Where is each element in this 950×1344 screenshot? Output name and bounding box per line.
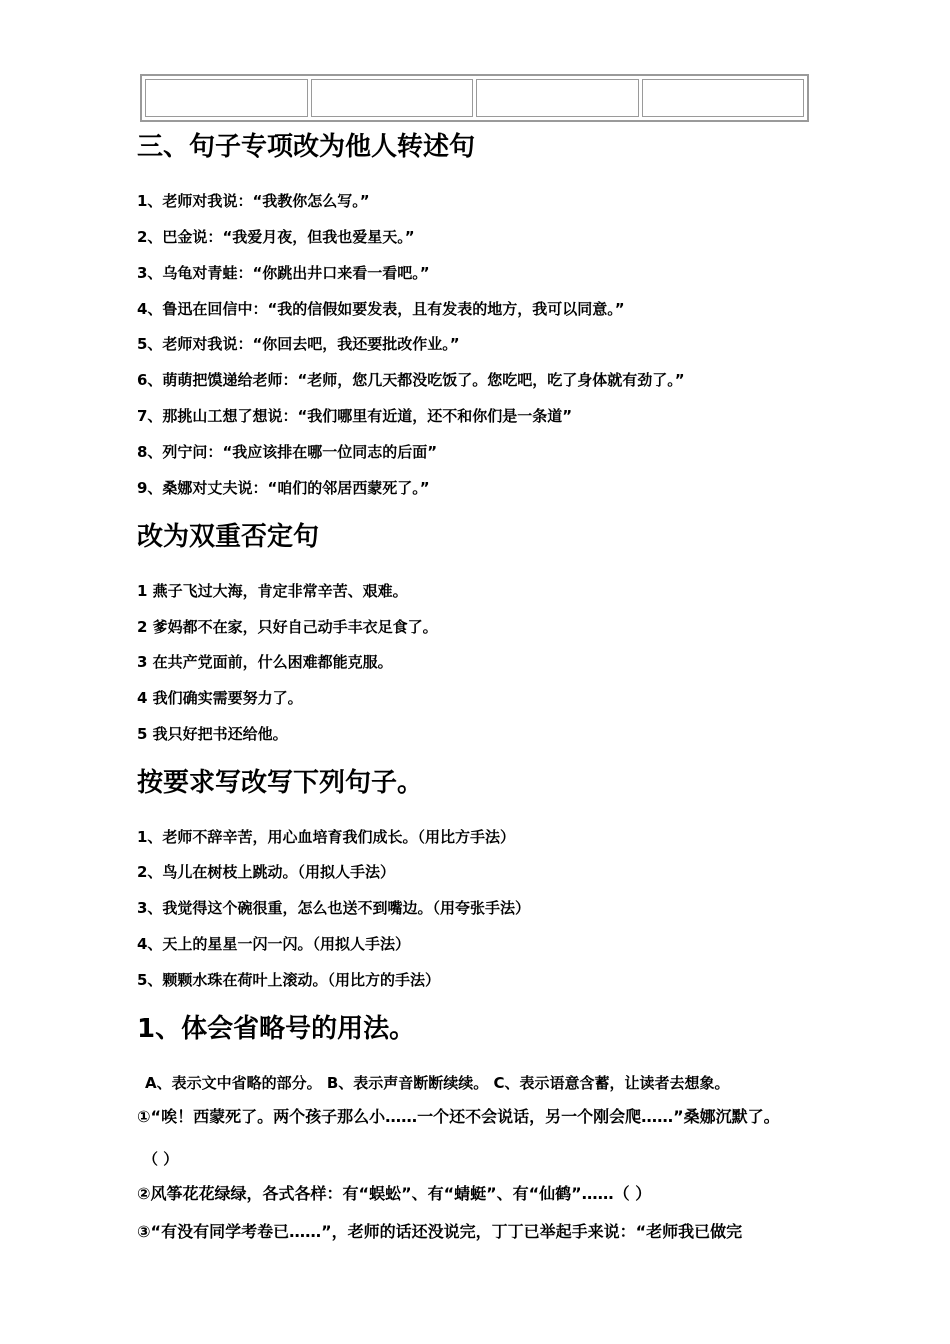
list-item: 5 我只好把书还给他。	[137, 725, 288, 743]
rewrite-heading: 按要求写改写下列句子。	[137, 768, 424, 798]
list-item: 5、老师对我说：“你回去吧，我还要批改作业。”	[137, 335, 460, 353]
list-item: 3、乌龟对青蛙：“你跳出井口来看一看吧。”	[137, 264, 430, 282]
double-negative-heading: 改为双重否定句	[137, 522, 320, 552]
list-item: 1、老师对我说：“我教你怎么写。”	[137, 192, 370, 210]
ellipsis-question-2: ②风筝花花绿绿，各式各样：有“蜈蚣”、有“蜻蜓”、有“仙鹤”……（ ）	[137, 1184, 652, 1203]
list-item: 4 我们确实需要努力了。	[137, 689, 303, 707]
list-item: 2 爹妈都不在家，只好自己动手丰衣足食了。	[137, 618, 438, 636]
list-item: 9、桑娜对丈夫说：“咱们的邻居西蒙死了。”	[137, 479, 430, 497]
table-cell	[145, 79, 308, 117]
list-item: 1、老师不辞辛苦，用心血培育我们成长。（用比方手法）	[137, 828, 515, 846]
list-item: 8、列宁问：“我应该排在哪一位同志的后面”	[137, 443, 438, 461]
list-item: 7、那挑山工想了想说：“我们哪里有近道，还不和你们是一条道”	[137, 407, 573, 425]
table-row	[145, 79, 804, 117]
list-item: 3、我觉得这个碗很重，怎么也送不到嘴边。（用夸张手法）	[137, 899, 530, 917]
list-item: 3 在共产党面前，什么困难都能克服。	[137, 653, 393, 671]
ellipsis-options: A、表示文中省略的部分。 B、表示声音断断续续。 C、表示语意含蓄，让读者去想象。	[145, 1074, 730, 1092]
empty-table	[140, 74, 809, 122]
answer-blank: （ ）	[143, 1150, 179, 1168]
list-item: 1 燕子飞过大海，肯定非常辛苦、艰难。	[137, 582, 408, 600]
section-three-heading: 三、句子专项改为他人转述句	[137, 132, 476, 162]
ellipsis-question-1: ①“唉！西蒙死了。两个孩子那么小……一个还不会说话，另一个刚会爬……”桑娜沉默了。	[137, 1107, 780, 1126]
table-cell	[642, 79, 805, 117]
table-cell	[311, 79, 474, 117]
list-item: 6、萌萌把馍递给老师：“老师，您几天都没吃饭了。您吃吧，吃了身体就有劲了。”	[137, 371, 685, 389]
list-item: 2、鸟儿在树枝上跳动。（用拟人手法）	[137, 863, 395, 881]
list-item: 5、颗颗水珠在荷叶上滚动。（用比方的手法）	[137, 971, 440, 989]
ellipsis-heading: 1、体会省略号的用法。	[137, 1014, 416, 1044]
list-item: 4、鲁迅在回信中：“我的信假如要发表，且有发表的地方，我可以同意。”	[137, 300, 625, 318]
table-cell	[476, 79, 639, 117]
ellipsis-question-3: ③“有没有同学考卷已……”，老师的话还没说完，丁丁已举起手来说：“老师我已做完	[137, 1222, 743, 1241]
list-item: 4、天上的星星一闪一闪。（用拟人手法）	[137, 935, 410, 953]
list-item: 2、巴金说：“我爱月夜，但我也爱星天。”	[137, 228, 415, 246]
